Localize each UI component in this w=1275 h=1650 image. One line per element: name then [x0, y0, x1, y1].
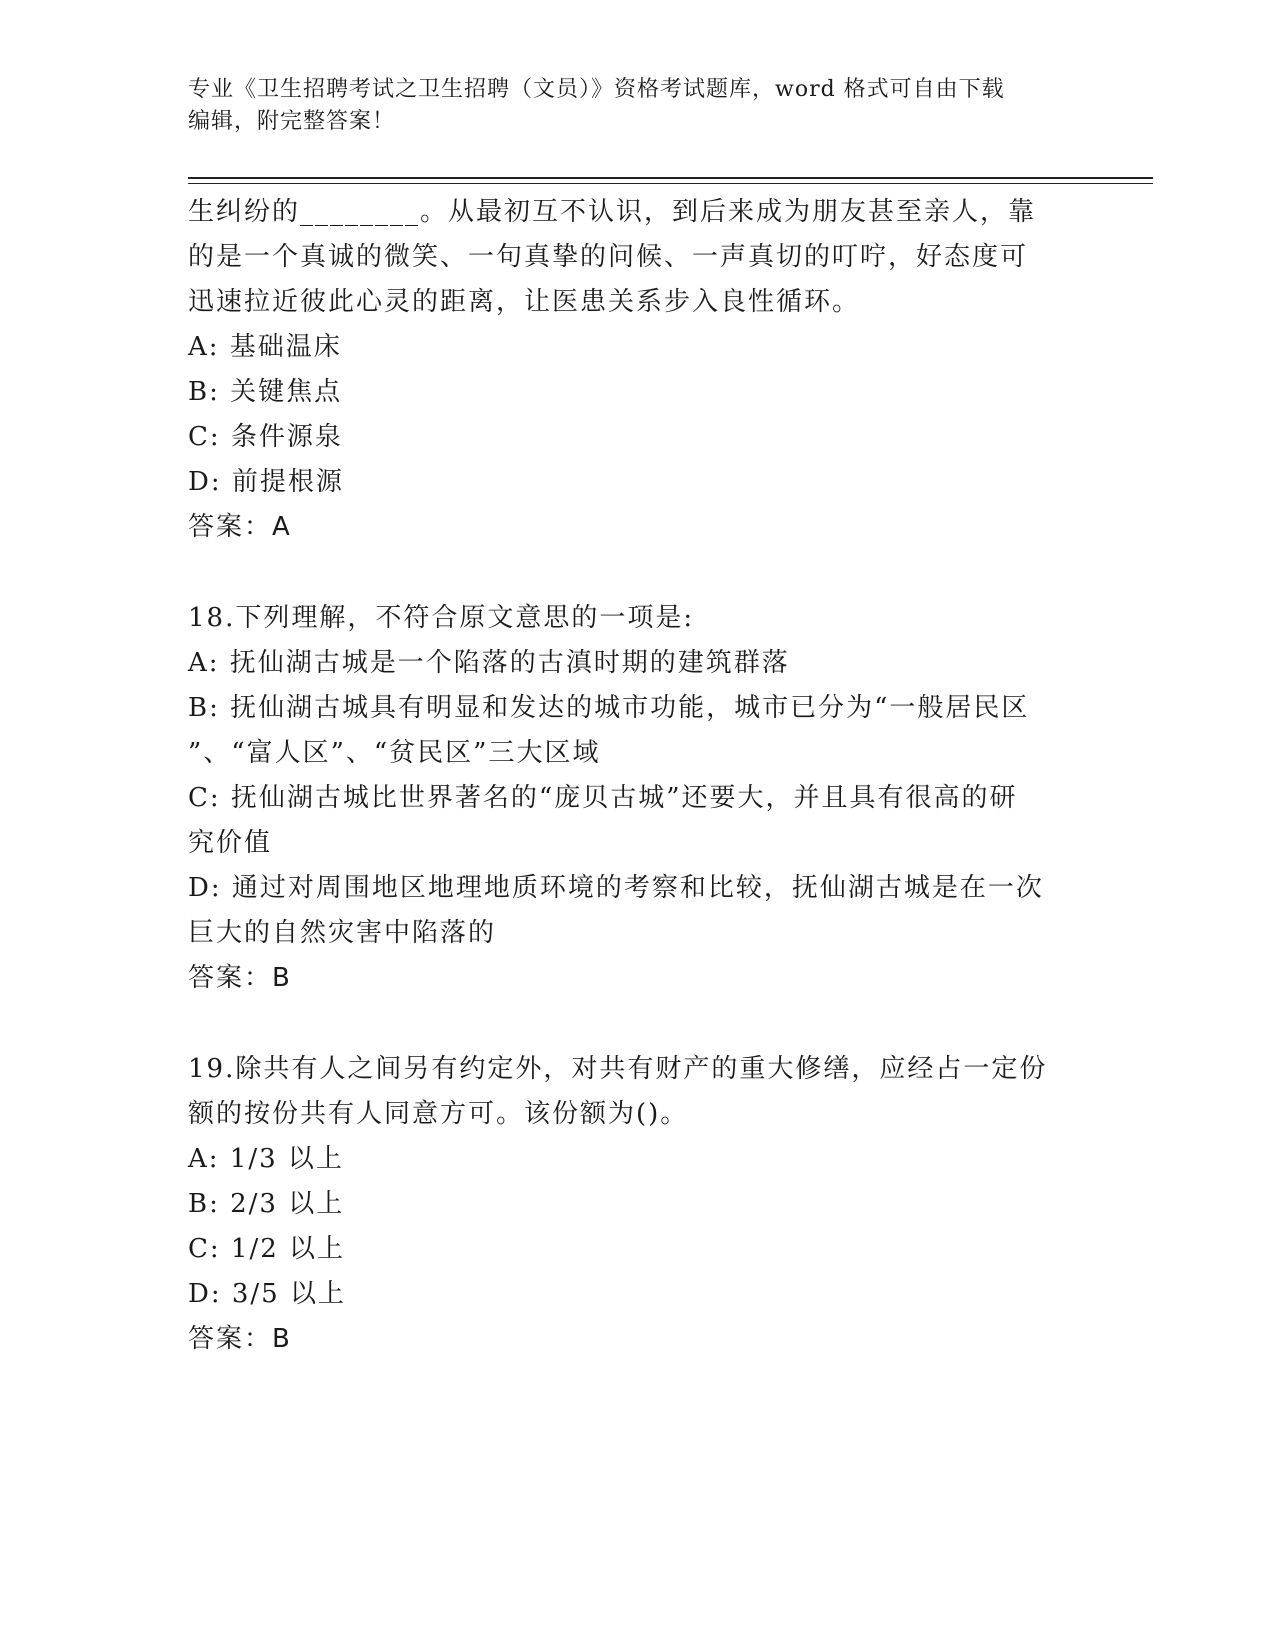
question-spacer [188, 550, 1078, 596]
q19-option-d: D: 3/5 以上 [188, 1279, 346, 1309]
header-line-2: 编辑，附完整答案！ [188, 109, 396, 134]
q18-stem: 18.下列理解，不符合原文意思的一项是: [188, 603, 695, 633]
q18-option-b-line-2: ”、“富人区”、“贫民区”三大区域 [188, 738, 601, 768]
question-content [188, 190, 1078, 1362]
question-spacer [188, 1001, 1078, 1047]
q19-option-a: A: 1/3 以上 [188, 1144, 344, 1174]
q17-stem-line-1: 生纠纷的________。从最初互不认识，到后来成为朋友甚至亲人，靠 [188, 197, 1037, 227]
q18-option-c-line-2: 究价值 [188, 828, 273, 858]
q19-option-b: B: 2/3 以上 [188, 1189, 345, 1219]
header-rule-thick [188, 177, 1153, 179]
q17-option-a: A: 基础温床 [188, 332, 342, 362]
q18-option-d-line-1: D: 通过对周围地区地理地质环境的考察和比较，抚仙湖古城是在一次 [188, 873, 1044, 903]
header-line-1: 专业《卫生招聘考试之卫生招聘（文员）》资格考试题库，word 格式可自由下载 [188, 77, 1005, 102]
q17-stem-line-3: 迅速拉近彼此心灵的距离，让医患关系步入良性循环。 [188, 287, 861, 317]
q17-answer: 答案：A [188, 512, 292, 542]
q19-answer: 答案：B [188, 1324, 292, 1354]
q18-option-a: A: 抚仙湖古城是一个陷落的古滇时期的建筑群落 [188, 648, 790, 678]
q19-option-c: C: 1/2 以上 [188, 1234, 346, 1264]
q17-option-d: D: 前提根源 [188, 467, 344, 497]
q18-answer: 答案：B [188, 963, 292, 993]
q17-option-c: C: 条件源泉 [188, 422, 343, 452]
q17-option-b: B: 关键焦点 [188, 377, 343, 407]
q17-stem-line-2: 的是一个真诚的微笑、一句真挚的问候、一声真切的叮咛，好态度可 [188, 242, 1029, 272]
q18-option-c-line-1: C: 抚仙湖古城比世界著名的“庞贝古城”还要大，并且具有很高的研 [188, 783, 1018, 813]
q18-option-b-line-1: B: 抚仙湖古城具有明显和发达的城市功能，城市已分为“一般居民区 [188, 693, 1030, 723]
q19-stem-line-2: 额的按份共有人同意方可。该份额为()。 [188, 1099, 689, 1129]
document-header [188, 74, 1068, 138]
q19-stem-line-1: 19.除共有人之间另有约定外，对共有财产的重大修缮，应经占一定份 [188, 1054, 1048, 1084]
header-rule-thin [188, 183, 1153, 184]
q18-option-d-line-2: 巨大的自然灾害中陷落的 [188, 918, 497, 948]
